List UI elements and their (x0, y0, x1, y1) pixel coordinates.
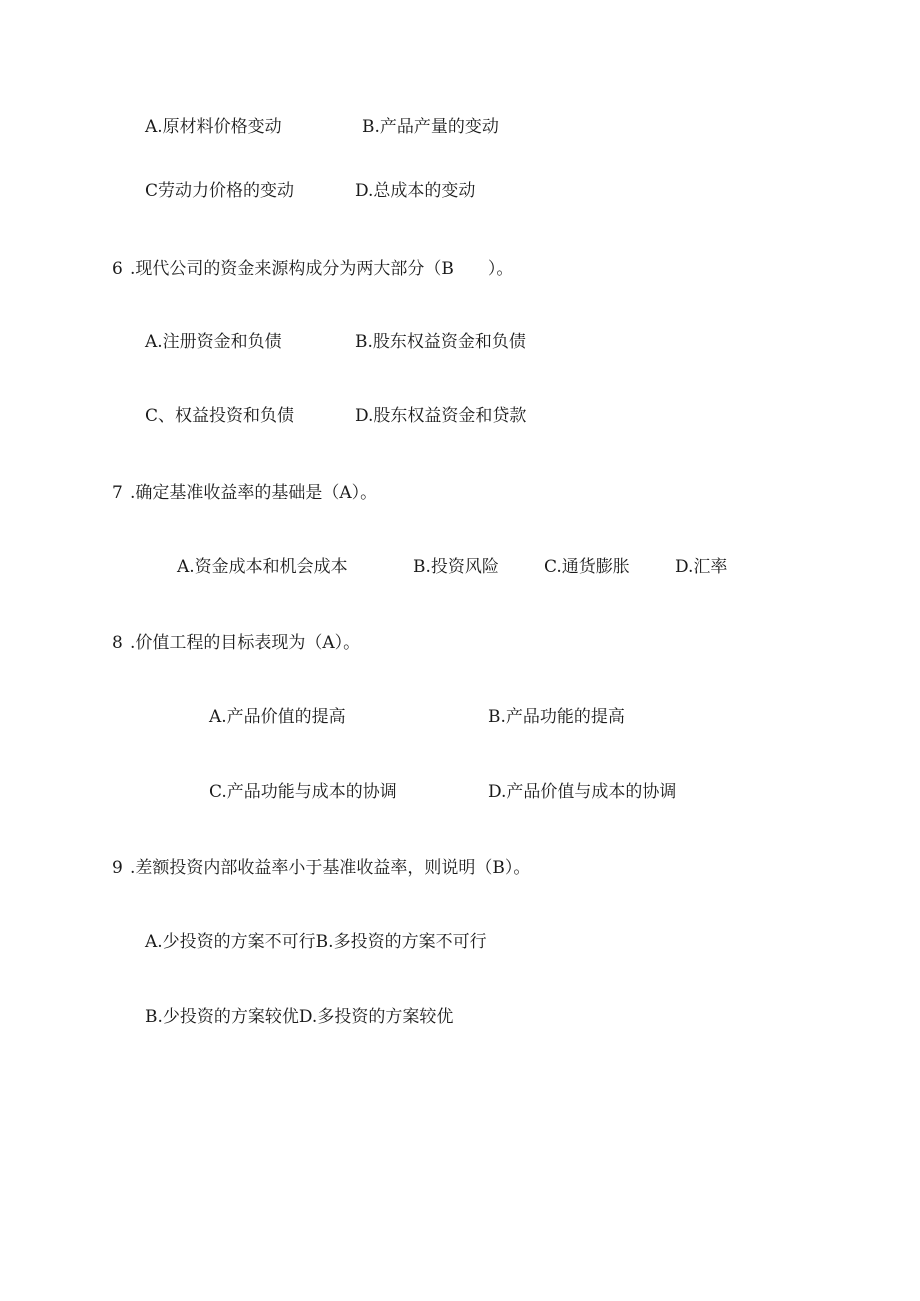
q9-stem: .差额投资内部收益率小于基准收益率，则说明（B）。 (130, 858, 531, 878)
q5-option-c: C劳动力价格的变动 (145, 181, 295, 201)
q7-option-b: B.投资风险 (413, 557, 499, 577)
q6-option-c: C、权益投资和负债 (145, 406, 295, 426)
q8-option-a: A.产品价值的提高 (209, 707, 346, 727)
q6-number: 6 (112, 259, 123, 279)
q7-stem: .确定基准收益率的基础是（A）。 (130, 483, 378, 503)
q6-option-b: B.股东权益资金和负债 (355, 332, 526, 352)
q9-options-ab: A.少投资的方案不可行B.多投资的方案不可行 (145, 932, 487, 952)
q5-option-a: A.原材料价格变动 (145, 117, 282, 137)
q6-option-a: A.注册资金和负债 (145, 332, 282, 352)
q7-option-d: D.汇率 (675, 557, 728, 577)
q5-option-d: D.总成本的变动 (355, 181, 476, 201)
q7-number: 7 (112, 483, 123, 503)
q6-stem: .现代公司的资金来源构成分为两大部分（B ）。 (130, 259, 514, 279)
q7-option-a: A.资金成本和机会成本 (177, 557, 348, 577)
q5-option-b: B.产品产量的变动 (362, 117, 499, 137)
q8-option-d: D.产品价值与成本的协调 (488, 782, 677, 802)
q8-option-b: B.产品功能的提高 (488, 707, 625, 727)
q7-option-c: C.通货膨胀 (544, 557, 630, 577)
q9-options-cd: B.少投资的方案较优D.多投资的方案较优 (145, 1007, 454, 1027)
q9-number: 9 (112, 858, 123, 878)
q8-option-c: C.产品功能与成本的协调 (209, 782, 397, 802)
q6-option-d: D.股东权益资金和贷款 (355, 406, 527, 426)
q8-number: 8 (112, 633, 123, 653)
q8-stem: .价值工程的目标表现为（A）。 (130, 633, 361, 653)
